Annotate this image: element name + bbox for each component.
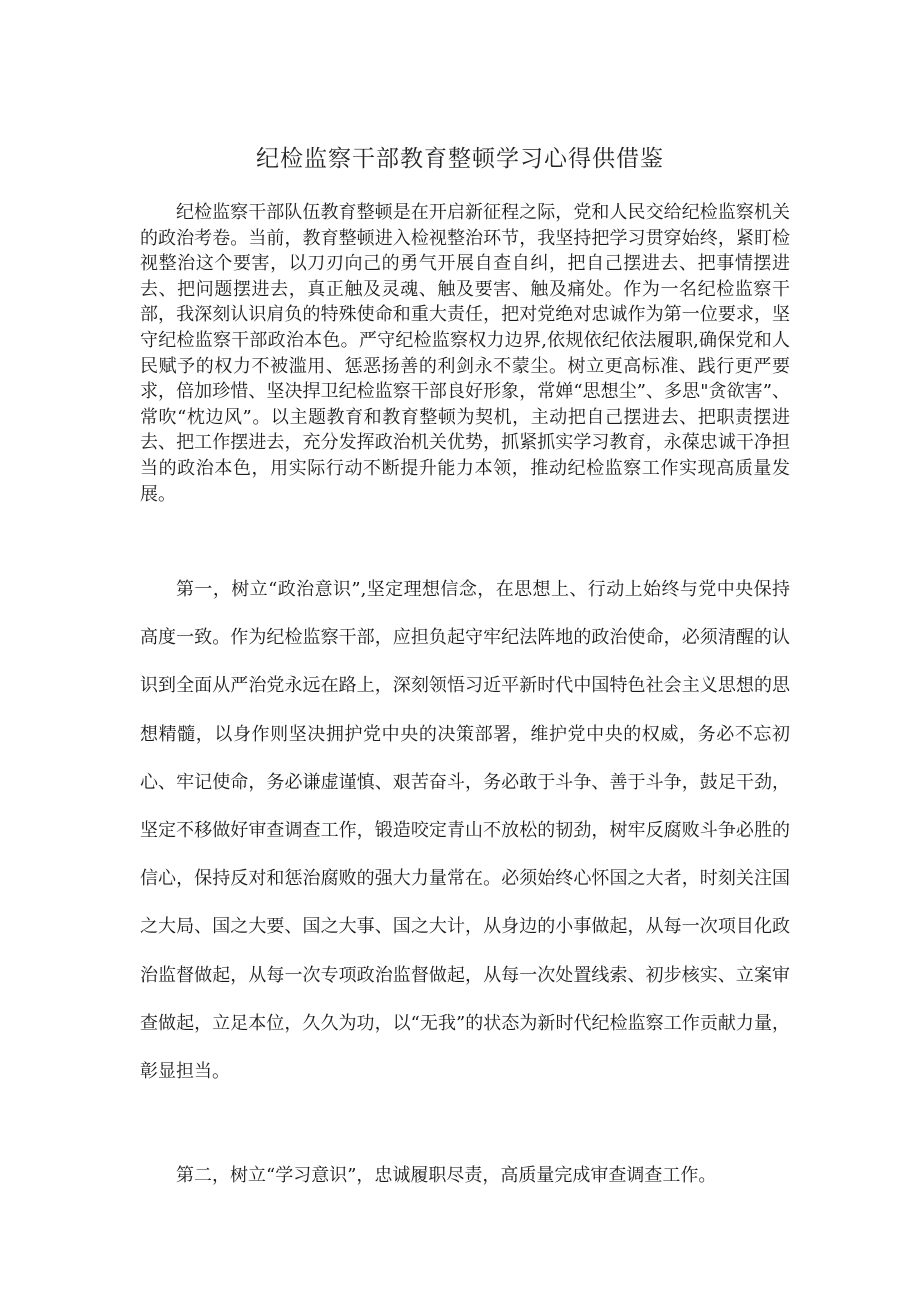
paragraph-intro: 纪检监察干部队伍教育整顿是在开启新征程之际，党和人民交给纪检监察机关的政治考卷。当前，教育整顿进入检视整治环节，我坚持把学习贯穿始终，紧盯检视整治这个要害，以刀刃向己的勇气开展自查自纠，把自己摆进去、把事情摆进去、把问题摆进去，真正触及灵魂、触及要害、触及痛处。作为一名纪检监察干部，我深刻认识肩负的特殊使命和重大责任，把对党绝对忠诚作为第一位要求，坚守纪检监察干部政治本色。严守纪检监察权力边界,依规依纪依法履职,确保党和人民赋予的权力不被滥用、惩恶扬善的利剑永不蒙尘。树立更高标准、践行更严要求，倍加珍惜、坚决捍卫纪检监察干部良好形象，常婵“思想尘”、多思"贪欲害”、常吹“枕边风”。以主题教育和教育整顿为契机，主动把自己摆进去、把职责摆进去、把工作摆进去，充分发挥政治机关优势，抓紧抓实学习教育，永葆忠诚干净担当的政治本色，用实际行动不断提升能力本领，推动纪检监察工作实现高质量发展。	[140, 202, 790, 505]
paragraph-second-point: 第二，树立“学习意识”，忠诚履职尽责，高质量完成审查调查工作。	[176, 1165, 717, 1186]
document-title: 纪检监察干部教育整顿学习心得供借鉴	[256, 146, 664, 172]
paragraph-first-point: 第一，树立“政治意识”,坚定理想信念，在思想上、行动上始终与党中央保持高度一致。作为纪检监察干部，应担负起守牢纪法阵地的政治使命，必须清醒的认识到全面从严治党永远在路上，深刻领悟习近平新时代中国特色社会主义思想的思想精髓，以身作则坚决拥护党中央的决策部署，维护党中央的权威，务必不忘初心、牢记使命，务必谦虚谨慎、艰苦奋斗，务必敢于斗争、善于斗争，鼓足干劲，坚定不移做好审查调查工作，锻造咬定青山不放松的韧劲，树牢反腐败斗争必胜的信心，保持反对和惩治腐败的强大力量常在。必须始终心怀国之大者，时刻关注国之大局、国之大要、国之大事、国之大计，从身边的小事做起，从每一次项目化政治监督做起，从每一次专项政治监督做起，从每一次处置线索、初步核实、立案审查做起，立足本位，久久为功，以“无我”的状态为新时代纪检监察工作贡献力量，彰显担当。	[140, 579, 790, 1083]
